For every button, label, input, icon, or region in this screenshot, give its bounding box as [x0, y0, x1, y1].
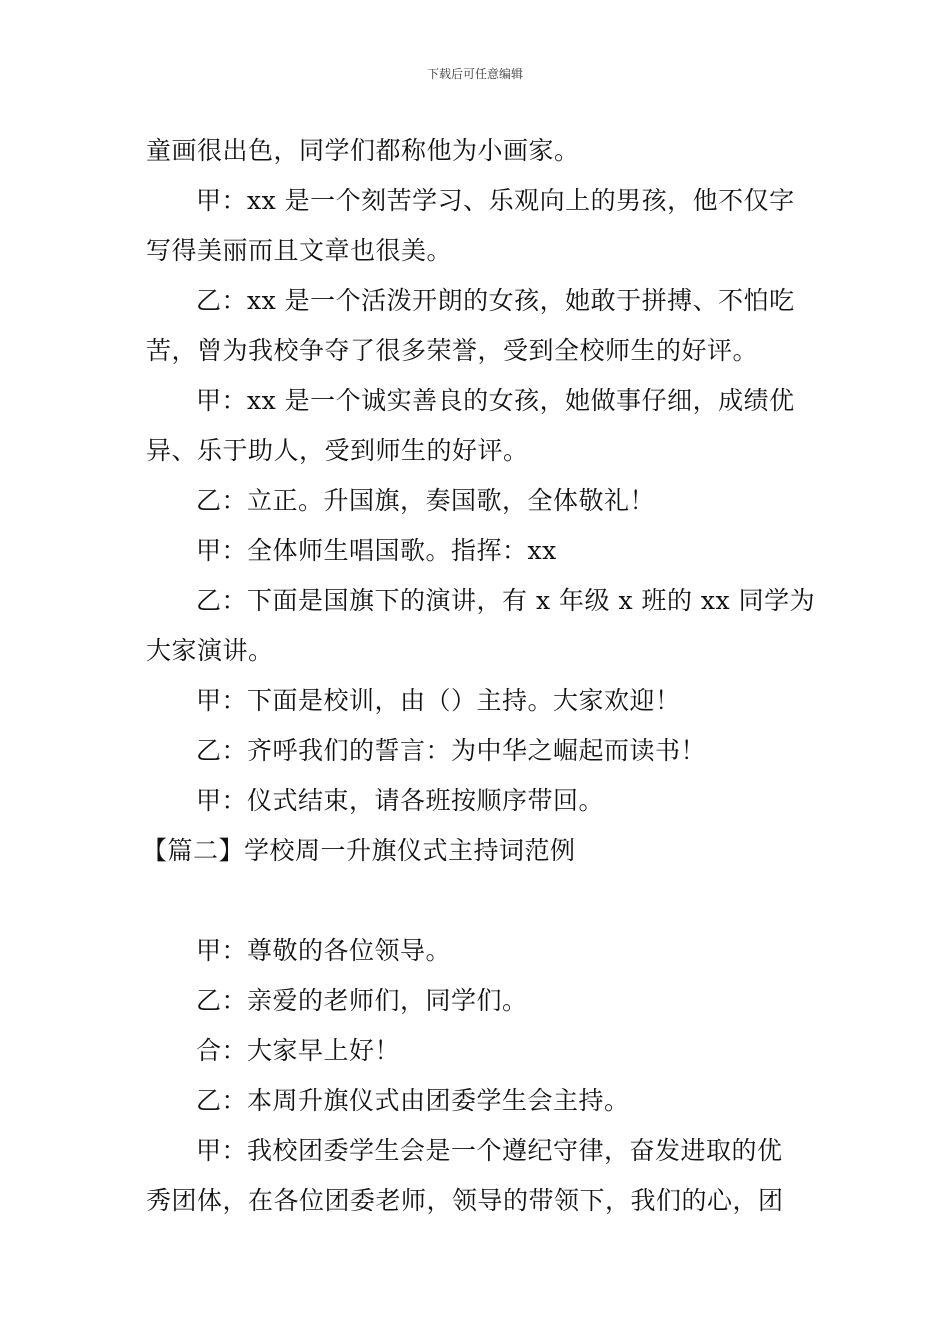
dialogue-line: 乙：齐呼我们的誓言：为中华之崛起而读书！ — [196, 736, 707, 765]
dialogue-line: 合：大家早上好！ — [196, 1036, 401, 1065]
paragraph-line: 写得美丽而且文章也很美。 — [146, 236, 453, 265]
paragraph-line: 童画很出色，同学们都称他为小画家。 — [146, 136, 580, 165]
dialogue-line: 甲：我校团委学生会是一个遵纪守律，奋发进取的优 — [196, 1136, 783, 1165]
paragraph-line: 大家演讲。 — [146, 636, 274, 665]
dialogue-line: 甲：下面是校训，由（）主持。大家欢迎！ — [196, 686, 681, 715]
document-body — [142, 126, 816, 1226]
dialogue-line: 乙：亲爱的老师们，同学们。 — [196, 986, 528, 1015]
dialogue-line: 乙：下面是国旗下的演讲，有 x 年级 x 班的 xx 同学为 — [196, 586, 816, 615]
dialogue-line: 乙：本周升旗仪式由团委学生会主持。 — [196, 1086, 630, 1115]
dialogue-line: 甲：尊敬的各位领导。 — [196, 936, 452, 965]
dialogue-line: 乙：xx 是一个活泼开朗的女孩，她敢于拼搏、不怕吃 — [196, 286, 795, 315]
section-heading: 【篇二】学校周一升旗仪式主持词范例 — [142, 836, 576, 865]
dialogue-line: 甲：仪式结束，请各班按顺序带回。 — [196, 786, 605, 815]
paragraph-line: 秀团体，在各位团委老师，领导的带领下，我们的心，团 — [146, 1186, 784, 1215]
dialogue-line: 甲：全体师生唱国歌。指挥：xx — [196, 536, 557, 565]
paragraph-line: 异、乐于助人，受到师生的好评。 — [146, 436, 529, 465]
dialogue-line: 甲：xx 是一个诚实善良的女孩，她做事仔细，成绩优 — [196, 386, 795, 415]
dialogue-line: 甲：xx 是一个刻苦学习、乐观向上的男孩，他不仅字 — [196, 186, 795, 215]
page-header: 下载后可任意编辑 — [426, 67, 523, 81]
dialogue-line: 乙：立正。升国旗，奏国歌，全体敬礼！ — [196, 486, 656, 515]
blank-line — [146, 876, 810, 926]
paragraph-line: 苦，曾为我校争夺了很多荣誉，受到全校师生的好评。 — [146, 336, 759, 365]
